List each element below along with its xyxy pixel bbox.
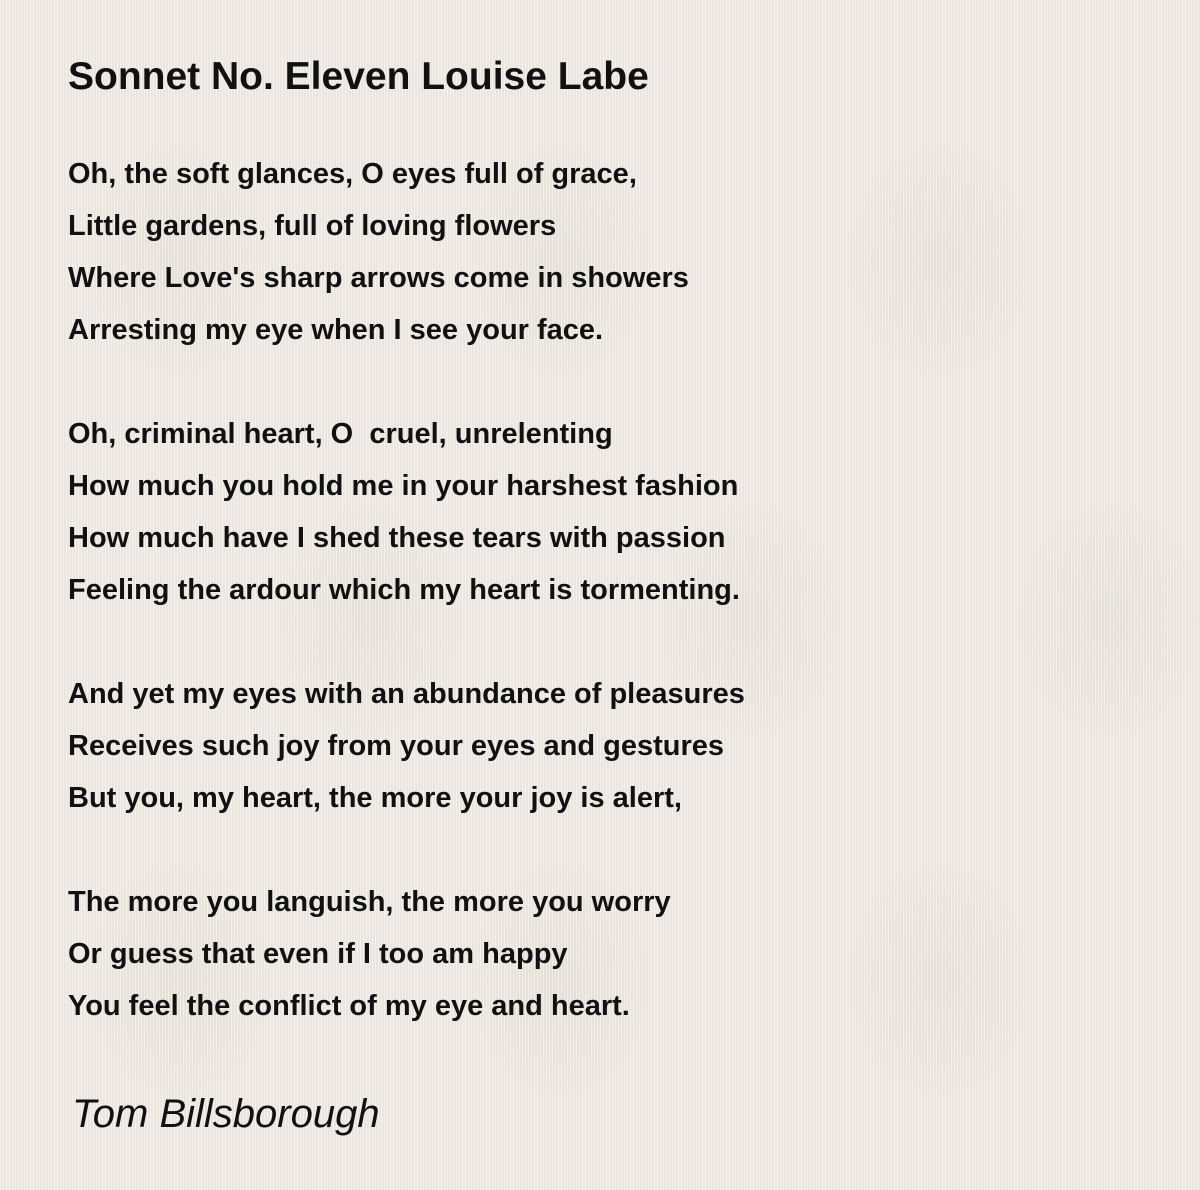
poem-line: Oh, the soft glances, O eyes full of grace,: [68, 158, 637, 190]
poem-author: Tom Billsborough: [72, 1092, 380, 1136]
poem-line: Feeling the ardour which my heart is tormenting.: [68, 574, 740, 606]
stanza-1: [68, 148, 1128, 356]
poem-line: Arresting my eye when I see your face.: [68, 314, 604, 346]
poem-title: Sonnet No. Eleven Louise Labe: [68, 55, 649, 98]
stanza-3: [68, 668, 1128, 824]
poem-body: [68, 148, 1128, 1032]
poem-line: And yet my eyes with an abundance of pleasures: [68, 678, 745, 710]
stanza-4: [68, 876, 1128, 1032]
poem-line: Receives such joy from your eyes and gestures: [68, 730, 724, 762]
poem-line: Oh, criminal heart, O cruel, unrelenting: [68, 418, 613, 450]
poem-line: Or guess that even if I too am happy: [68, 938, 568, 970]
poem-line: But you, my heart, the more your joy is alert,: [68, 782, 682, 814]
poem-line: You feel the conflict of my eye and heart.: [68, 990, 630, 1022]
poem-container: [68, 52, 1128, 1032]
poem-line: How much you hold me in your harshest fashion: [68, 470, 739, 502]
poem-line: Where Love's sharp arrows come in showers: [68, 262, 689, 294]
poem-line: How much have I shed these tears with passion: [68, 522, 726, 554]
stanza-2: [68, 408, 1128, 616]
poem-line: The more you languish, the more you worry: [68, 886, 671, 918]
poem-line: Little gardens, full of loving flowers: [68, 210, 557, 242]
